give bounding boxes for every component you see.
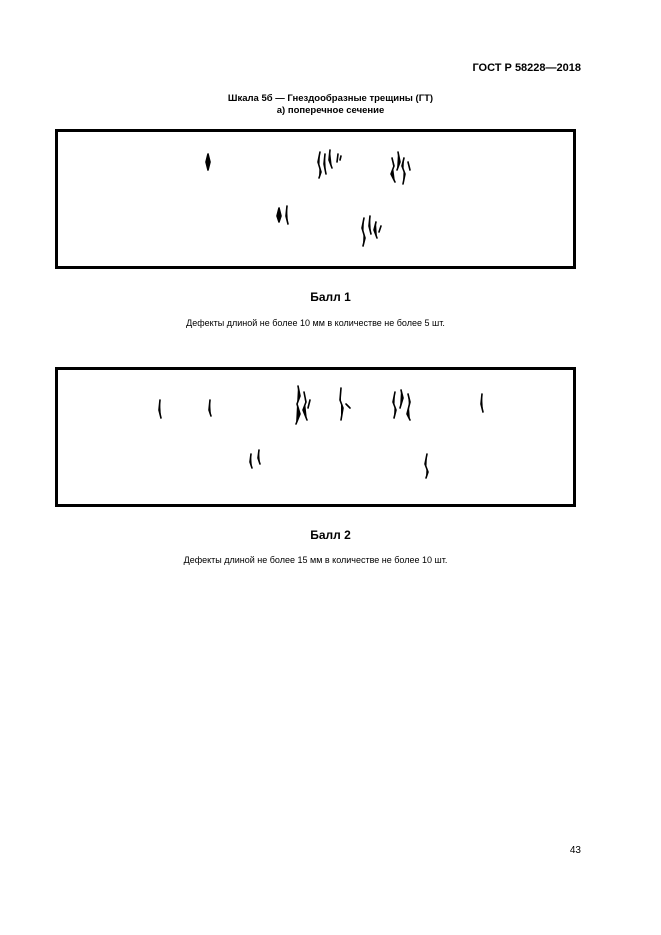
crack-cluster bbox=[250, 450, 260, 468]
score-2-description: Дефекты длиной не более 15 мм в количестве не более 10 шт. bbox=[183, 555, 448, 565]
page-number: 43 bbox=[569, 845, 581, 856]
crack-cluster bbox=[318, 150, 341, 178]
crack-mark bbox=[481, 394, 483, 412]
crack-cluster bbox=[277, 206, 288, 224]
crack-illustration-2 bbox=[58, 370, 573, 504]
crack-cluster bbox=[362, 216, 381, 246]
crack-mark bbox=[206, 154, 210, 170]
micrograph-panel-score-1 bbox=[55, 129, 576, 269]
figure-caption bbox=[0, 93, 661, 117]
crack-cluster bbox=[296, 386, 310, 424]
crack-mark bbox=[425, 454, 428, 478]
micrograph-panel-score-2 bbox=[55, 367, 576, 507]
caption-title: Шкала 5б — Гнездообразные трещины (ГТ) bbox=[227, 93, 434, 104]
crack-cluster bbox=[340, 388, 350, 420]
crack-illustration-1 bbox=[58, 132, 573, 266]
score-2-label: Балл 2 bbox=[310, 528, 351, 542]
crack-mark bbox=[209, 400, 211, 416]
document-code: ГОСТ Р 58228—2018 bbox=[472, 62, 581, 74]
score-1-description: Дефекты длиной не более 10 мм в количестве не более 5 шт. bbox=[186, 318, 445, 328]
caption-subtitle: а) поперечное сечение bbox=[276, 105, 385, 116]
crack-mark bbox=[159, 400, 161, 418]
score-1-label: Балл 1 bbox=[310, 290, 351, 304]
crack-cluster bbox=[393, 390, 410, 420]
crack-cluster bbox=[391, 152, 410, 184]
